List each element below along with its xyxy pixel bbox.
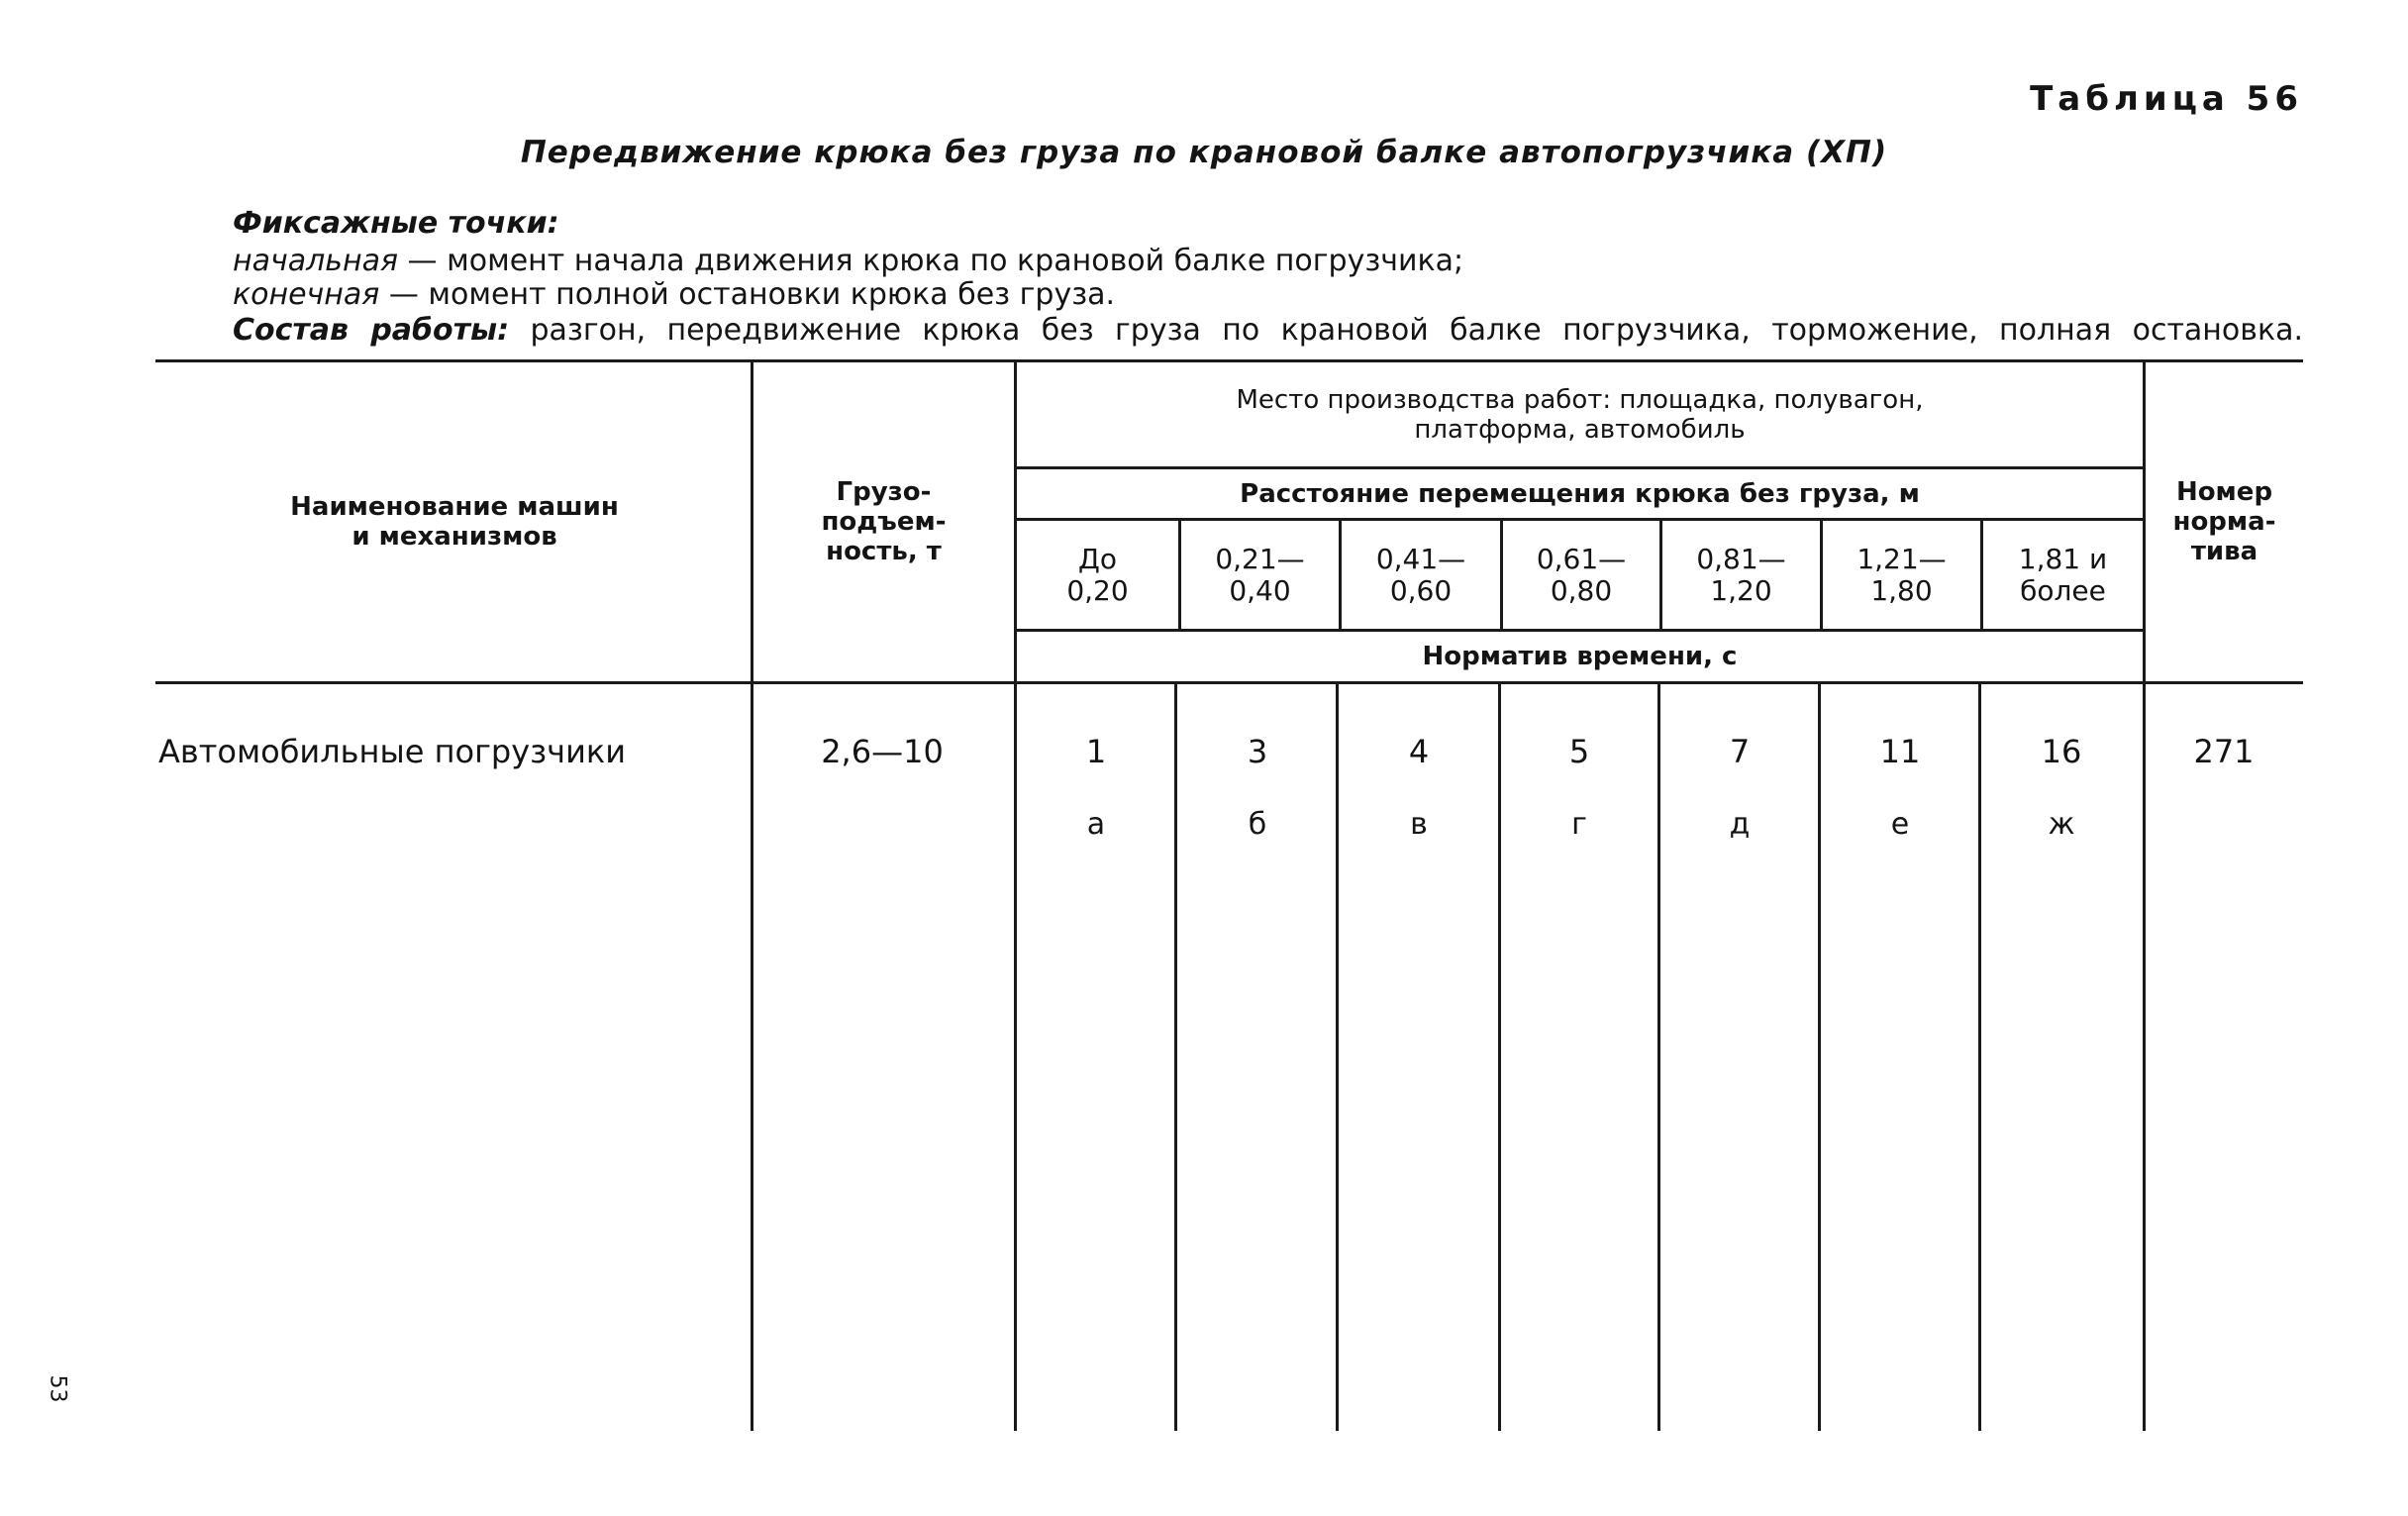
body-divider-3 [1498, 681, 1501, 1431]
fixed-points-heading: Фиксажные точки: [233, 206, 559, 241]
column-header-time-norm: Норматив времени, с [1422, 642, 1738, 671]
time-value-7: 16 [2041, 733, 2082, 770]
row-capacity: 2,6—10 [821, 733, 944, 770]
distance-range-1: До 0,20 [1066, 542, 1129, 607]
end-point-line: конечная — момент полной остановки крюка без груза. [233, 277, 1116, 312]
column-letter-2: б [1248, 807, 1267, 842]
body-divider-5 [1818, 681, 1821, 1431]
column-letter-1: а [1086, 807, 1106, 842]
time-value-6: 11 [1879, 733, 1921, 770]
distance-range-7: 1,81 и более [2018, 542, 2108, 607]
start-point-line: начальная — момент начала движения крюка по крановой балке погрузчика; [233, 244, 1464, 278]
column-header-capacity: Грузо- подъем- ность, т [821, 477, 947, 566]
body-divider-1 [1174, 681, 1177, 1431]
body-divider-4 [1657, 681, 1660, 1431]
distance-range-2: 0,21— 0,40 [1215, 542, 1305, 607]
distance-range-3: 0,41— 0,60 [1375, 542, 1466, 607]
distance-range-6: 1,21— 1,80 [1856, 542, 1947, 607]
column-letter-6: е [1890, 807, 1910, 842]
body-divider-6 [1978, 681, 1981, 1431]
row-machine-name: Автомобильные погрузчики [158, 733, 626, 770]
time-value-5: 7 [1729, 733, 1751, 770]
table-number: Таблица 56 [2030, 79, 2303, 119]
column-letter-5: д [1729, 807, 1751, 842]
column-letter-7: ж [2048, 807, 2075, 842]
time-value-2: 3 [1247, 733, 1268, 770]
time-value-3: 4 [1408, 733, 1430, 770]
table-title: Передвижение крюка без груза по крановой балке автопогрузчика (ХП) [520, 135, 1888, 170]
time-value-4: 5 [1568, 733, 1590, 770]
body-divider-2 [1336, 681, 1339, 1431]
distance-range-4: 0,61— 0,80 [1536, 542, 1627, 607]
column-header-distance: Расстояние перемещения крюка без груза, м [1240, 478, 1920, 509]
column-header-workplace: Место производства работ: площадка, полувагон, платформа, автомобиль [1236, 384, 1924, 445]
column-letter-3: в [1410, 807, 1428, 842]
time-value-1: 1 [1085, 733, 1107, 770]
column-header-name: Наименование машин и механизмов [290, 492, 619, 552]
column-header-norm-number: Номер норма- тива [2172, 477, 2276, 566]
page-number: 53 [45, 1374, 70, 1403]
distance-range-5: 0,81— 1,20 [1696, 542, 1786, 607]
column-letter-4: г [1571, 807, 1587, 842]
norm-number-value: 271 [2193, 733, 2255, 770]
work-composition: Состав работы: разгон, передвижение крюка без груза по крановой балке погрузчика, торможение, полная остановка. [233, 313, 2303, 348]
